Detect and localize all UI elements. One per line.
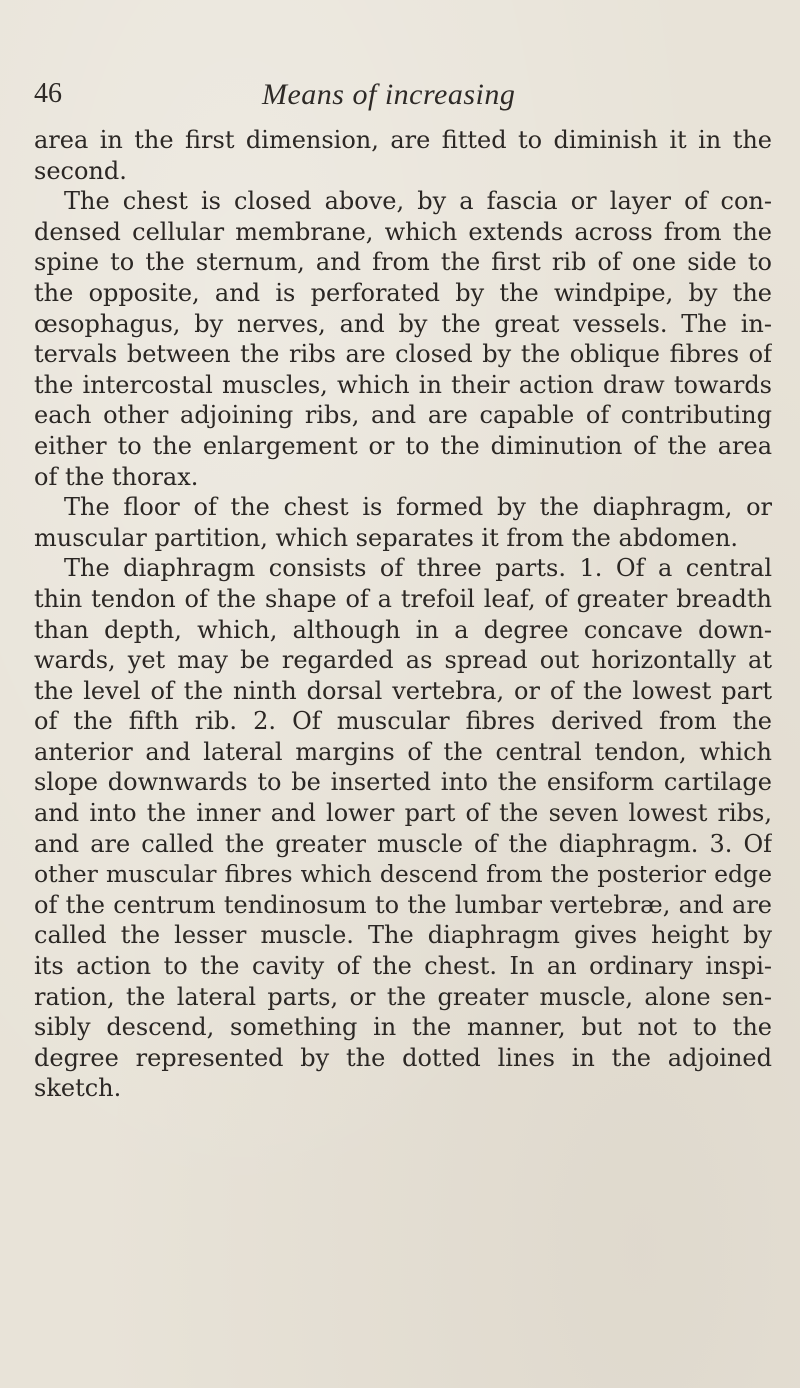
text-line: of the fifth rib. 2. Of muscular fibres derived from the [34, 707, 772, 736]
text-line: sketch. [34, 1074, 122, 1103]
text-line: wards, yet may be regarded as spread out horizontally at [34, 646, 772, 675]
text-line: slope downwards to be inserted into the ensiform cartilage [34, 768, 772, 797]
text-line: The chest is closed above, by a fascia or layer of con- [64, 187, 772, 216]
text-line: The floor of the chest is formed by the diaphragm, or [64, 493, 772, 522]
text-line: of the thorax. [34, 462, 199, 491]
text-line: than depth, which, although in a degree concave down- [34, 615, 772, 644]
text-line: its action to the cavity of the chest. In an ordinary inspi- [34, 952, 772, 981]
text-line: The diaphragm consists of three parts. 1. Of a central [64, 554, 772, 583]
text-line: the intercostal muscles, which in their action draw towards [34, 370, 772, 399]
text-line: spine to the sternum, and from the first rib of one side to [34, 248, 772, 277]
text-line: densed cellular membrane, which extends across from the [34, 217, 772, 246]
text-line: muscular partition, which separates it from the abdomen. [34, 523, 739, 552]
text-line: and into the inner and lower part of the seven lowest ribs, [34, 799, 772, 828]
running-head: Means of increasing [262, 78, 516, 111]
body-text [34, 125, 772, 1104]
text-line: second. [34, 156, 127, 185]
text-line: tervals between the ribs are closed by the oblique fibres of [34, 340, 772, 369]
page-number: 46 [34, 78, 62, 109]
page-header [34, 78, 774, 118]
text-line: called the lesser muscle. The diaphragm gives height by [34, 921, 772, 950]
text-line: either to the enlargement or to the diminution of the area [34, 431, 772, 460]
text-line: area in the first dimension, are fitted to diminish it in the [34, 126, 772, 154]
text-line: the opposite, and is perforated by the windpipe, by the [34, 278, 772, 307]
text-line: thin tendon of the shape of a trefoil leaf, of greater breadth [34, 584, 772, 613]
text-line: anterior and lateral margins of the central tendon, which [34, 737, 772, 766]
text-line: other muscular fibres which descend from the posterior edge [34, 860, 772, 889]
text-line: of the centrum tendinosum to the lumbar vertebræ, and are [34, 890, 772, 919]
text-line: degree represented by the dotted lines in the adjoined [34, 1043, 772, 1072]
text-line: each other adjoining ribs, and are capable of contributing [34, 401, 772, 430]
text-line: the level of the ninth dorsal vertebra, or of the lowest part [34, 676, 772, 705]
text-line: sibly descend, something in the manner, but not to the [34, 1013, 772, 1042]
text-line: and are called the greater muscle of the diaphragm. 3. Of [34, 829, 772, 858]
text-line: œsophagus, by nerves, and by the great vessels. The in- [34, 309, 772, 338]
text-line: ration, the lateral parts, or the greater muscle, alone sen- [34, 982, 772, 1011]
